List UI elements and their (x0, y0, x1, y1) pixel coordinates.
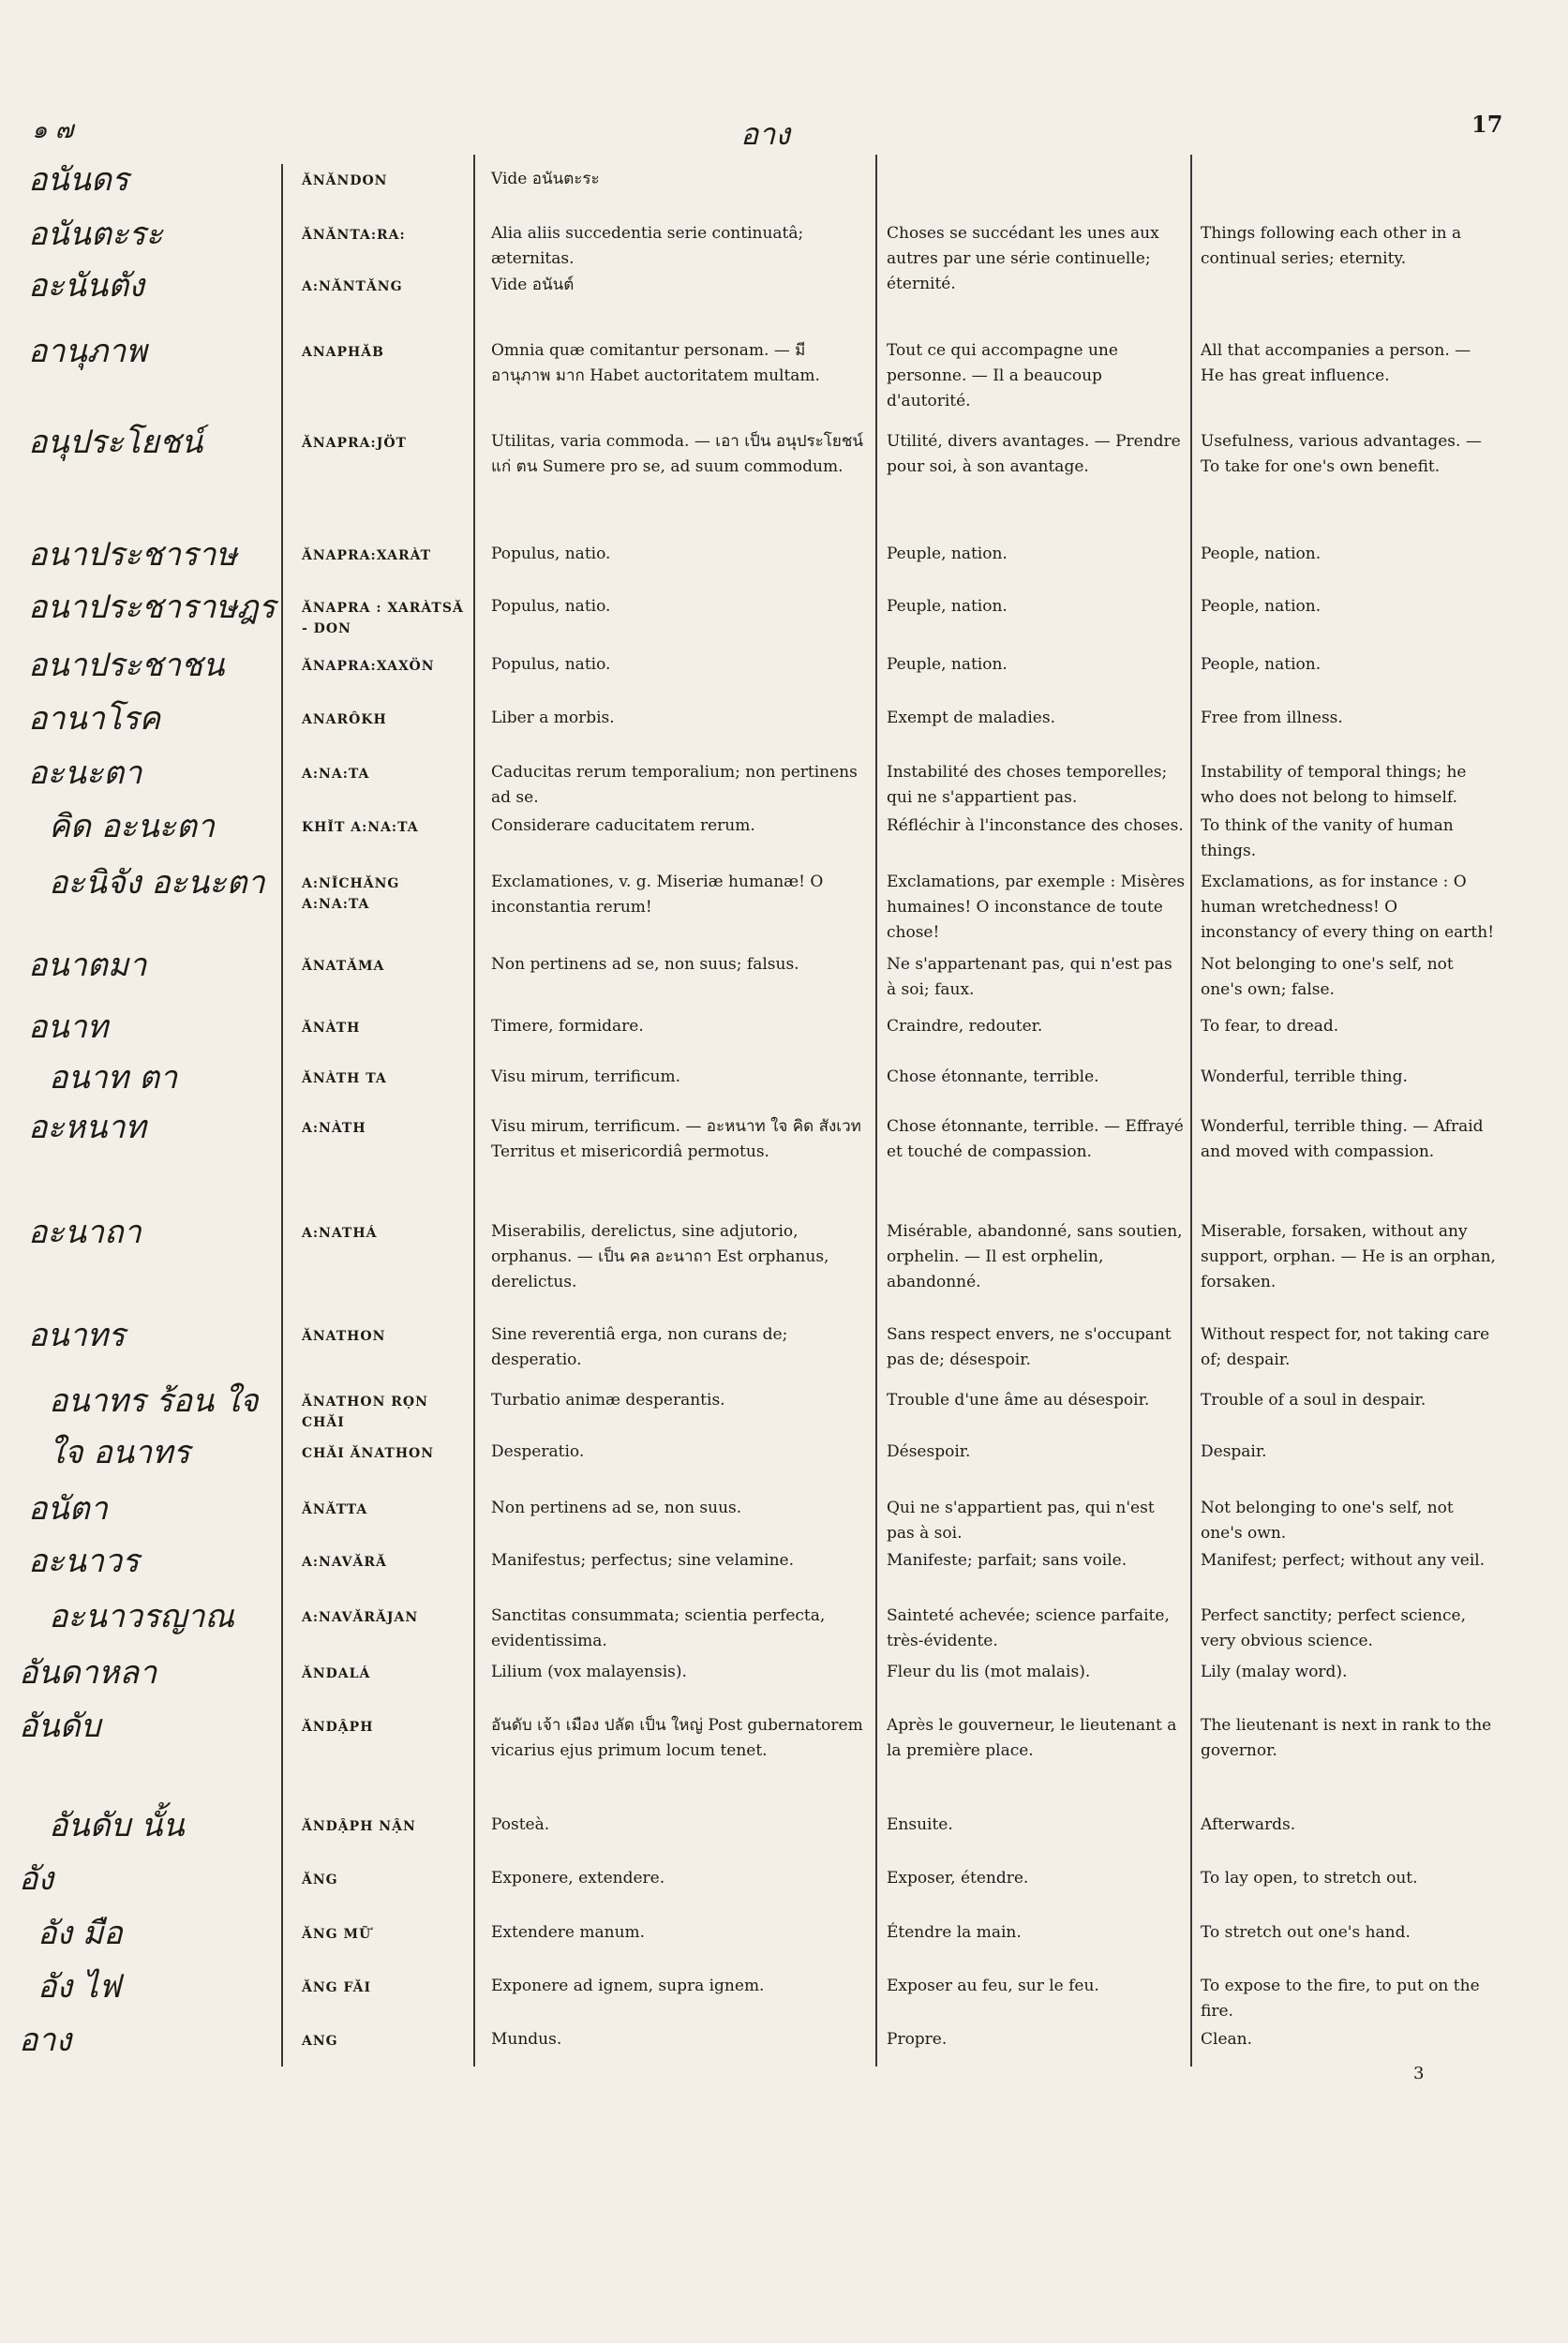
entry-english: People, nation. (1201, 655, 1322, 674)
entry-latin: Timere, formidare. (491, 1017, 644, 1036)
entry-french: Propre. (887, 2030, 948, 2049)
entry-english: To stretch out one's hand. (1201, 1923, 1411, 1942)
entry-romanization: A:NĬCHĂNG A:NA:TA (302, 876, 400, 912)
entry-latin: Non pertinens ad se, non suus; falsus. (491, 955, 799, 974)
entry-english: People, nation. (1201, 545, 1322, 563)
entry-romanization: ĂNÀTH TA (302, 1071, 387, 1086)
entry-thai-headword: อนาประชาราษฎร (28, 589, 276, 626)
entry-latin: Turbatio animæ desperantis. (491, 1391, 725, 1410)
entry-romanization: ANAPHĂB (302, 345, 384, 360)
entry-romanization: A:NA:TA (302, 767, 370, 782)
entry-english: To fear, to dread. (1201, 1017, 1339, 1036)
entry-english: Clean. (1201, 2030, 1252, 2049)
entry-latin: Visu mirum, terrificum. — อะหนาท ใจ คิด สังเวท Territus et misericordiâ permotus. (491, 1117, 861, 1161)
entry-french: Étendre la main. (887, 1923, 1022, 1942)
entry-english: Exclamations, as for instance : O human wretchedness! O inconstancy of every thing on earth! (1201, 873, 1495, 942)
entry-english: Afterwards. (1201, 1815, 1296, 1834)
entry-english: To expose to the fire, to put on the fire. (1201, 1977, 1480, 2021)
entry-romanization: A:NATHÁ (302, 1226, 378, 1241)
entry-latin: Populus, natio. (491, 545, 611, 563)
entry-thai-headword: อนาท (28, 1008, 109, 1046)
entry-romanization: ĂNAPRA : XARÀTSĂ - DON (302, 601, 464, 636)
entry-latin: Lilium (vox malayensis). (491, 1663, 687, 1681)
column-rule-3 (875, 155, 877, 2067)
entry-romanization: ĂNG MỮ (302, 1927, 372, 1942)
entry-thai-headword: อัง ไฟ (37, 1968, 122, 2006)
entry-latin: Extendere manum. (491, 1923, 646, 1942)
entry-english: Despair. (1201, 1442, 1267, 1461)
entry-french: Craindre, redouter. (887, 1017, 1043, 1036)
entry-romanization: KHĬT A:NA:TA (302, 820, 419, 835)
entry-romanization: ĂNÀTH (302, 1021, 361, 1036)
entry-romanization: ĂNATHON RỌN CHĂI (302, 1395, 428, 1430)
entry-latin: Miserabilis, derelictus, sine adjutorio, orphanus. — เป็น คล อะนาถา Est orphanus, derelictus. (491, 1222, 829, 1291)
entry-latin: Vide อนันตะระ (491, 170, 600, 188)
entry-romanization: ĂNAPRA:XARÀT (302, 548, 432, 563)
entry-thai-headword: อนุประโยชน์ (28, 424, 203, 461)
column-rule-2 (473, 155, 475, 2067)
entry-latin: Utilitas, varia commoda. — เอา เป็น อนุประโยชน์ แก่ ตน Sumere pro se, ad suum commodum. (491, 432, 864, 476)
entry-english: Wonderful, terrible thing. — Afraid and moved with compassion. (1201, 1117, 1484, 1161)
entry-french: Manifeste; parfait; sans voile. (887, 1551, 1127, 1570)
entry-thai-headword: อันดับ (19, 1708, 101, 1745)
entry-french: Trouble d'une âme au désespoir. (887, 1391, 1150, 1410)
entry-french: Exposer, étendre. (887, 1869, 1029, 1888)
entry-romanization: ĂNAPRA:JÖT (302, 436, 407, 451)
entry-latin: Mundus. (491, 2030, 562, 2049)
entry-romanization: A:NĂNTĂNG (302, 279, 403, 294)
entry-latin: Posteà. (491, 1815, 550, 1834)
entry-english: Lily (malay word). (1201, 1663, 1348, 1681)
entry-romanization: ANG (302, 2034, 338, 2049)
running-head: อาง (740, 116, 790, 152)
entry-english: The lieutenant is next in rank to the governor. (1201, 1716, 1492, 1760)
entry-romanization: ĂNATĂMA (302, 959, 385, 974)
entry-thai-headword: อนาทร ร้อน ใจ (49, 1382, 259, 1420)
entry-romanization: A:NAVĂRĂJAN (302, 1610, 419, 1625)
entry-french: Peuple, nation. (887, 545, 1008, 563)
entry-thai-headword: อนัตา (28, 1490, 108, 1528)
entry-thai-headword: อนันตะระ (28, 216, 163, 253)
entry-french: Peuple, nation. (887, 597, 1008, 616)
entry-french: Sans respect envers, ne s'occupant pas de; désespoir. (887, 1325, 1172, 1369)
entry-thai-headword: อะนาวรญาณ (49, 1598, 234, 1635)
entry-english: Manifest; perfect; without any veil. (1201, 1551, 1486, 1570)
entry-latin: Sanctitas consummata; scientia perfecta, evidentissima. (491, 1606, 826, 1650)
entry-romanization: ĂNDALÁ (302, 1666, 371, 1681)
entry-latin: Desperatio. (491, 1442, 585, 1461)
entry-latin: Visu mirum, terrificum. (491, 1067, 680, 1086)
entry-thai-headword: อัง (19, 1860, 54, 1898)
entry-english: Not belonging to one's self, not one's own; false. (1201, 955, 1454, 999)
entry-romanization: A:NAVĂRĂ (302, 1555, 387, 1570)
entry-thai-headword: อันดับ นั้น (49, 1807, 185, 1844)
entry-english: Miserable, forsaken, without any support, orphan. — He is an orphan, forsaken. (1201, 1222, 1496, 1291)
entry-thai-headword: อะนิจัง อะนะตา (49, 864, 265, 902)
entry-english: Instability of temporal things; he who does not belong to himself. (1201, 763, 1467, 807)
entry-romanization: ĂNDẬPH (302, 1720, 374, 1735)
entry-english: Wonderful, terrible thing. (1201, 1067, 1408, 1086)
entry-thai-headword: คิด อะนะตา (49, 808, 215, 845)
entry-latin: Caducitas rerum temporalium; non pertinens ad se. (491, 763, 858, 807)
entry-latin: Exponere, extendere. (491, 1869, 665, 1888)
entry-french: Tout ce qui accompagne une personne. — Il a beaucoup d'autorité. (887, 341, 1118, 410)
page-number: 17 (1471, 111, 1503, 138)
column-rule-4 (1190, 155, 1192, 2067)
entry-latin: Exponere ad ignem, supra ignem. (491, 1977, 765, 1995)
entry-thai-headword: อนาทร (28, 1317, 126, 1354)
entry-romanization: A:NÀTH (302, 1121, 366, 1136)
entry-french: Désespoir. (887, 1442, 971, 1461)
entry-thai-headword: อะนาถา (28, 1214, 142, 1251)
entry-thai-headword: อนันดร (28, 161, 129, 199)
entry-thai-headword: อนาท ตา (49, 1059, 178, 1097)
entry-latin: Exclamationes, v. g. Miseriæ humanæ! O inconstantia rerum! (491, 873, 824, 917)
entry-latin: อันดับ เจ้า เมือง ปลัด เป็น ใหญ่ Post gubernatorem vicarius ejus primum locum tenet. (491, 1716, 863, 1760)
entry-english: To lay open, to stretch out. (1201, 1869, 1418, 1888)
entry-english: Without respect for, not taking care of; despair. (1201, 1325, 1490, 1369)
entry-thai-headword: อะนาวร (28, 1543, 140, 1580)
entry-english: Not belonging to one's self, not one's own. (1201, 1499, 1454, 1543)
entry-thai-headword: อนาตมา (28, 947, 147, 984)
entry-romanization: ĂNG FĂI (302, 1980, 372, 1995)
entry-romanization: ĂNĂNDON (302, 173, 388, 188)
entry-thai-headword: อนาประชาชน (28, 647, 225, 684)
entry-french: Misérable, abandonné, sans soutien, orphelin. — Il est orphelin, abandonné. (887, 1222, 1183, 1291)
entry-french: Exposer au feu, sur le feu. (887, 1977, 1099, 1995)
signature-mark: 3 (1413, 2064, 1425, 2083)
entry-latin: Populus, natio. (491, 655, 611, 674)
entry-french: Choses se succédant les unes aux autres par une série continuelle; éternité. (887, 224, 1159, 293)
entry-latin: Non pertinens ad se, non suus. (491, 1499, 742, 1517)
entry-english: Usefulness, various advantages. — To take for one's own benefit. (1201, 432, 1482, 476)
entry-french: Après le gouverneur, le lieutenant a la première place. (887, 1716, 1177, 1760)
entry-latin: Manifestus; perfectus; sine velamine. (491, 1551, 794, 1570)
entry-latin: Populus, natio. (491, 597, 611, 616)
entry-french: Ne s'appartenant pas, qui n'est pas à soi; faux. (887, 955, 1172, 999)
entry-french: Peuple, nation. (887, 655, 1008, 674)
entry-latin: Alia aliis succedentia serie continuatâ; æternitas. (491, 224, 804, 268)
entry-latin: Sine reverentiâ erga, non curans de; desperatio. (491, 1325, 788, 1369)
entry-english: Perfect sanctity; perfect science, very obvious science. (1201, 1606, 1466, 1650)
entry-thai-headword: ใจ อนาทร (49, 1434, 190, 1471)
entry-thai-headword: อนาประชาราษ (28, 536, 237, 574)
entry-thai-headword: อะนันตัง (28, 267, 144, 305)
entry-thai-headword: อานาโรค (28, 700, 161, 738)
entry-french: Exclamations, par exemple : Misères humaines! O inconstance de toute chose! (887, 873, 1186, 942)
entry-romanization: ĂNĂTTA (302, 1502, 368, 1517)
entry-french: Qui ne s'appartient pas, qui n'est pas à soi. (887, 1499, 1155, 1543)
entry-romanization: CHĂI ĂNATHON (302, 1446, 435, 1461)
entry-english: Things following each other in a continual series; eternity. (1201, 224, 1462, 268)
entry-english: People, nation. (1201, 597, 1322, 616)
entry-romanization: ANARÔKH (302, 712, 387, 727)
entry-english: Trouble of a soul in despair. (1201, 1391, 1426, 1410)
entry-latin: Considerare caducitatem rerum. (491, 816, 755, 835)
entry-thai-headword: อันดาหลา (19, 1654, 157, 1692)
entry-thai-headword: อัง มือ (37, 1915, 123, 1952)
entry-thai-headword: อะหนาท (28, 1109, 146, 1146)
entry-french: Utilité, divers avantages. — Prendre pour soi, à son avantage. (887, 432, 1181, 476)
entry-english: All that accompanies a person. — He has great influence. (1201, 341, 1471, 385)
entry-thai-headword: อาง (19, 2022, 72, 2059)
entry-french: Réfléchir à l'inconstance des choses. (887, 816, 1184, 835)
entry-romanization: ĂNDẬPH NẬN (302, 1819, 416, 1834)
entry-french: Exempt de maladies. (887, 709, 1055, 727)
entry-thai-headword: อานุภาพ (28, 333, 147, 370)
entry-english: To think of the vanity of human things. (1201, 816, 1454, 860)
page-number-thai: ๑ ๗ (32, 116, 74, 144)
entry-romanization: ĂNAPRA:XAXÖN (302, 659, 435, 674)
entry-french: Chose étonnante, terrible. (887, 1067, 1099, 1086)
entry-thai-headword: อะนะตา (28, 754, 142, 792)
entry-french: Sainteté achevée; science parfaite, très-évidente. (887, 1606, 1170, 1650)
entry-romanization: ĂNATHON (302, 1329, 386, 1344)
entry-french: Instabilité des choses temporelles; qui ne s'appartient pas. (887, 763, 1168, 807)
entry-latin: Vide อนันต์ (491, 276, 575, 294)
entry-latin: Liber a morbis. (491, 709, 615, 727)
entry-english: Free from illness. (1201, 709, 1343, 727)
entry-french: Ensuite. (887, 1815, 953, 1834)
entry-latin: Omnia quæ comitantur personam. — มี อานุภาพ มาก Habet auctoritatem multam. (491, 341, 820, 385)
entry-french: Chose étonnante, terrible. — Effrayé et touché de compassion. (887, 1117, 1184, 1161)
entry-french: Fleur du lis (mot malais). (887, 1663, 1091, 1681)
entry-romanization: ĂNG (302, 1873, 338, 1888)
entry-romanization: ĂNĂNTA:RA: (302, 228, 406, 243)
column-rule-1 (281, 164, 283, 2067)
